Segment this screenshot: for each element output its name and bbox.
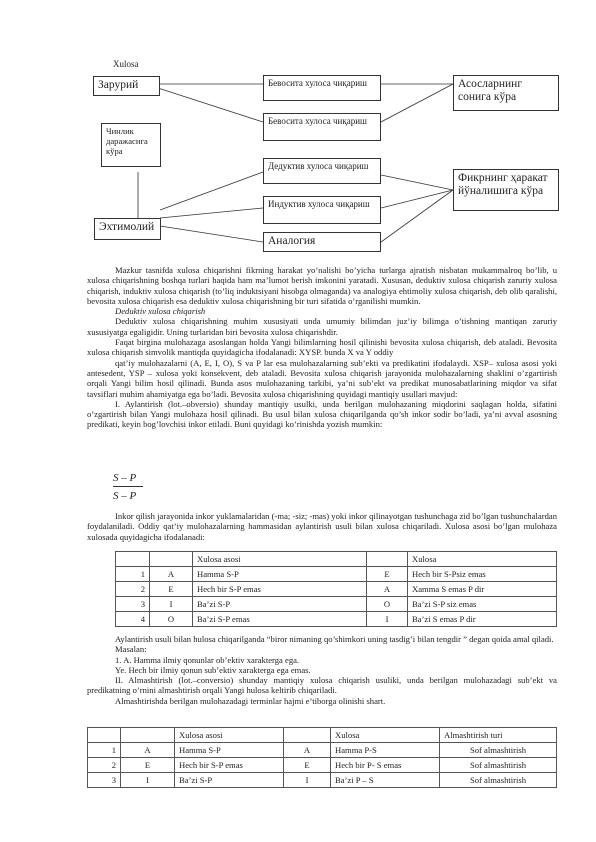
table-cell: I: [150, 597, 193, 612]
table-cell: Sof almashtirish: [440, 773, 557, 788]
table-cell: Ba’zi S-P emas: [193, 612, 367, 627]
table-cell: I: [367, 612, 408, 627]
box-zaruriy: Зарурий: [93, 76, 160, 96]
table-cell: E: [150, 582, 193, 597]
paragraph: Faqat birgina mulohazaga asoslangan holda Yangi bilimlarning hosil qilinishi bevosita xulosa chiqarish, deb ataladi. Bevosita xulosa chiqarish simvolik mantiqda quyidagicha ifodalanadi: XYSP. bunda X va Y oddiy: [87, 337, 557, 358]
table-cell: O: [150, 612, 193, 627]
table-cell: O: [367, 597, 408, 612]
table-cell: A: [150, 567, 193, 582]
table-cell: I: [284, 773, 331, 788]
table-cell: Ba’zi S-P siz emas: [408, 597, 557, 612]
paragraph: Masalan:: [115, 644, 147, 655]
table-header: Xulosa: [331, 728, 440, 743]
paragraph: qat’iy mulohazalarni (A, E, I, O), S va P lar esa mulohazalarning sub’ekti va predikatini ifodalaydi. XSP– xulosa asosi yoki antesedent, YSP – xulosa yoki konsekvent, deb ataladi. Bevosita xulosa chiqarish jarayonida mulohazalarning shaklini o’zgartirish orqali Yangi bilim hosil qilinadi. Bunda asos mulohazaning tarkibi, ya’ni sub’ekt va predikat munosabatlarining miqdor va sifat tavsiflari muhim ahamiyatga ega bo’ladi. Bevosita xulosa chiqarishning quyidagi mantiqiy usullari mavjud:: [87, 357, 557, 399]
box-asoslar: Асосларнинг сонига кўра: [453, 75, 559, 111]
paragraph: II. Almashtirish (lot.–conversio) shunday mantiqiy xulosa chiqarish usuliki, unda berilgan mulohazadagi sub’ekt va predikatning o’rnini almashtirish orqali Yangi hulosa keltirib chiqariladi.: [87, 675, 557, 696]
formula-bottom: S – P: [113, 490, 137, 502]
table-cell: I: [121, 773, 175, 788]
table-cell: Hech bir S-P emas: [193, 582, 367, 597]
paragraph: Mazkur tasnifda xulosa chiqarishni fikrning harakat yo’nalishi bo’yicha turlarga ajratish nisbatan mukammalroq bo’lib, u xulosa chiqarishning boshqa turlari haqida ham ma’lumot berish imkonini yaratadi. Xususan, deduktiv xulosa chiqarish zaruriy xulosa chiqarish, induktiv xulosa chiqarish (to’liq induktsiyani hisobga olmaganda) va analogiya ehtimoliy xulosa chiqarish, deb olib qaralishi, bevosita xulosa chiqarish esa deduktiv xulosa chiqarishning bir turi sifatida o’rganilishi mumkin.: [87, 265, 557, 306]
table-cell: Hech bir S-Psiz emas: [408, 567, 557, 582]
box-induktiv: Индуктив хулоса чиқариш: [263, 196, 381, 224]
table-row: [116, 597, 557, 612]
table-cell: Xamma S emas P dir: [408, 582, 557, 597]
text-section-1: [87, 265, 557, 430]
table-row: [116, 567, 557, 582]
box-bevosita-2: Бевосита хулоса чиқариш: [263, 113, 381, 141]
formula-top: S – P: [113, 472, 137, 484]
table-cell: Hamma S-P: [193, 567, 367, 582]
diagram-caption: Xulosa: [113, 59, 139, 69]
box-chinlik: Чинлик даражасига кўра: [101, 123, 161, 167]
table-cell: Hamma S-P: [175, 743, 284, 758]
box-fikr: Фикрнинг ҳаракат йўналишига кўра: [453, 169, 559, 211]
paragraph: I. Aylantirish (lot.–obversio) shunday mantiqiy usulki, unda berilgan mulohazaning miqdorini saqlagan holda, sifatini o’zgartirish bilan Yangi mulohaza hosil qilinadi. Bu usul bilan xulosa chiqarilganda qo’sh inkor sodir bo’ladi, ya’ni avval asosning predikati, keyin bog’lovchisi inkor etiladi. Buni quyidagi ko’rinishda yozish mumkin:: [87, 398, 557, 430]
table-row: [116, 612, 557, 627]
table-header: Xulosa asosi: [193, 552, 367, 567]
paragraph: Almashtirishda berilgan mulohazadagi terminlar hajmi e’tiborga olinishi shart.: [115, 695, 386, 706]
table-header: Xulosa asosi: [175, 728, 284, 743]
box-deduktiv: Дедуктив хулоса чиқариш: [263, 158, 381, 184]
table-cell: Ba’zi P – S: [331, 773, 440, 788]
table-cell: 3: [116, 597, 150, 612]
table-header-row: [116, 552, 557, 567]
table-cell: Hamma P-S: [331, 743, 440, 758]
table-cell: E: [367, 567, 408, 582]
table-cell: 2: [116, 582, 150, 597]
table-cell: 1: [116, 567, 150, 582]
table-header-row: [88, 728, 557, 743]
text-section-2: [87, 511, 557, 542]
table-cell: E: [121, 758, 175, 773]
box-bevosita-1: Бевосита хулоса чиқариш: [263, 75, 381, 101]
table-cell: A: [367, 582, 408, 597]
text-section-3: [87, 634, 557, 706]
table-cell: 3: [88, 773, 121, 788]
table-cell: Ba’zi S emas P dir: [408, 612, 557, 627]
table-aylantirish: [115, 551, 557, 627]
table-row: [88, 773, 557, 788]
paragraph: Deduktiv xulosa chiqarishning muhim xususiyati unda umumiy bilimdan juz’iy bilimga o’tishning mantiqan zaruriy xususiyatga egaligidir. Uning turlaridan biri bevosita xulosa chiqarishdir.: [87, 316, 557, 337]
table-almashtirish: [87, 727, 557, 788]
formula-bar: [113, 486, 143, 487]
box-ehtimoliy: Эхтимолий: [94, 218, 161, 240]
table-cell: 2: [88, 758, 121, 773]
table-header: Xulosa: [408, 552, 557, 567]
table-row: [88, 743, 557, 758]
table-header: Almashtirish turi: [440, 728, 557, 743]
paragraph: 1. A. Hamma ilmiy qonunlar ob’ektiv xarakterga ega.: [115, 654, 300, 665]
paragraph: Ye. Hech bir ilmiy qonun sub’ektiv xarakterga ega emas.: [115, 664, 311, 675]
table-cell: E: [284, 758, 331, 773]
table-cell: Sof almashtirish: [440, 758, 557, 773]
table-cell: Hech bir S-P emas: [175, 758, 284, 773]
table-row: [88, 758, 557, 773]
table-cell: Sof almashtirish: [440, 743, 557, 758]
table-row: [116, 582, 557, 597]
table-cell: 1: [88, 743, 121, 758]
paragraph: Aylantirish usuli bilan hulosa chiqarilganda “biror nimaning qo’shimkori uning tasdig’i bilan tengdir ” degan qoida amal qiladi.: [115, 634, 554, 644]
table-cell: 4: [116, 612, 150, 627]
table-cell: A: [121, 743, 175, 758]
paragraph: Inkor qilish jarayonida inkor yuklamalaridan (-ma; -siz; -mas) yoki inkor qilinayotgan tushunchaga zid bo’lgan tushunchalardan foydalaniladi. Oddiy qat’iy mulohazalarning hammasidan aylantirish usuli bilan xulosa chiqariladi. Xulosa asosi bo’lgan mulohaza xulosada quyidagicha ifodalanadi:: [87, 511, 557, 542]
section-heading: Deduktiv xulosa chiqarish: [115, 306, 206, 317]
table-cell: Ba’zi S-P: [175, 773, 284, 788]
box-analogiya: Аналогия: [263, 232, 381, 252]
table-cell: A: [284, 743, 331, 758]
table-cell: Hech bir P- S emas: [331, 758, 440, 773]
table-cell: Ba’zi S-P: [193, 597, 367, 612]
